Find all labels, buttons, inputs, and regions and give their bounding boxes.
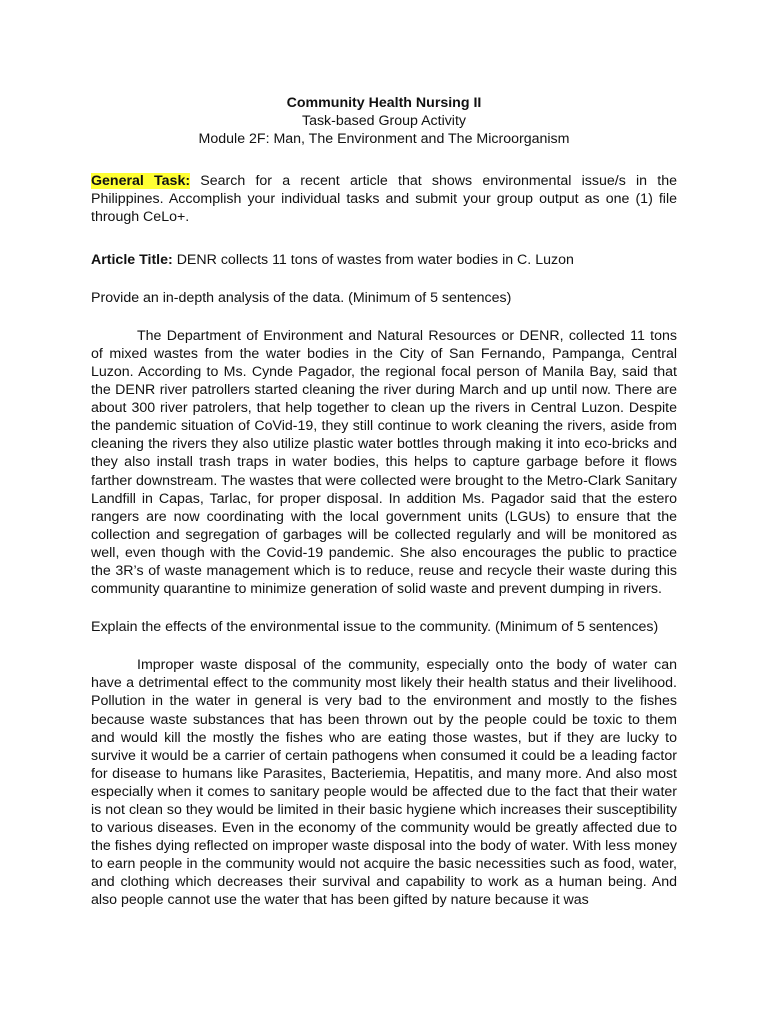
document-content	[91, 94, 677, 910]
article-title-label: Article Title:	[91, 251, 173, 268]
article-title-text: DENR collects 11 tons of wastes from water bodies in C. Luzon	[176, 251, 574, 268]
question-2-prompt: Explain the effects of the environmental issue to the community. (Minimum of 5 sentences)	[91, 619, 659, 636]
general-task-text: Search for a recent article that shows environmental issue/s in the Philippines. Accomplish your individual tasks and submit your group output as one (1) file through CeLo+.	[91, 173, 677, 226]
general-task-paragraph	[91, 172, 677, 226]
activity-subtitle: Task-based Group Activity	[301, 113, 466, 130]
question-2-answer: Improper waste disposal of the community, especially onto the body of water can have a detrimental effect to the community most likely their health status and their livelihood. Pollution in the water in general is very bad to the environment and mostly to the fishes because waste substances that has been thrown out by the people could be toxic to them and would kill the mostly the fishes who are eating those wastes, but if they are lucky to survive it would be a carrier of certain pathogens when consumed it could be a leading factor for disease to humans like Parasites, Bacteriemia, Hepatitis, and many more. And also most especially when it comes to sanitary people would be affected due to the fact that their water is not clean so they would be limited in their basic hygiene which increases their susceptibility to various diseases. Even in the economy of the community would be greatly affected due to the fishes dying reflected on improper waste disposal into the body of water. With less money to earn people in the community would not acquire the basic necessities such as food, water, and clothing which decreases their survival and capability to work as a human being. And also people cannot use the water that has been gifted by nature because it was	[91, 657, 677, 909]
question-1-answer: The Department of Environment and Natural Resources or DENR, collected 11 tons of mixed wastes from the water bodies in the City of San Fernando, Pampanga, Central Luzon. According to Ms. Cynde Pagador, the regional focal person of Manila Bay, said that the DENR river patrollers started cleaning the river during March and up until now. There are about 300 river patrolers, that help together to clean up the rivers in Central Luzon. Despite the pandemic situation of CoVid-19, they still continue to work cleaning the rivers, aside from cleaning the rivers they also utilize plastic water bottles through making it into eco-bricks and they also install trash traps in water bodies, this helps to capture garbage before it flows farther downstream. The wastes that were collected were brought to the Metro-Clark Sanitary Landfill in Capas, Tarlac, for proper disposal. In addition Ms. Pagador said that the estero rangers are now coordinating with the local government units (LGUs) to ensure that the collection and segregation of garbages will be collected regularly and will be monitored as well, even though with the Covid-19 pandemic. She also encourages the public to practice the 3R’s of waste management which is to reduce, reuse and recycle their waste during this community quarantine to minimize generation of solid waste and prevent dumping in rivers.	[91, 327, 677, 598]
module-subtitle: Module 2F: Man, The Environment and The Microorganism	[198, 131, 570, 148]
question-1-prompt: Provide an in-depth analysis of the data. (Minimum of 5 sentences)	[91, 289, 512, 306]
article-title-line	[91, 251, 677, 269]
course-title: Community Health Nursing II	[286, 95, 482, 111]
general-task-label: General Task:	[91, 173, 191, 190]
